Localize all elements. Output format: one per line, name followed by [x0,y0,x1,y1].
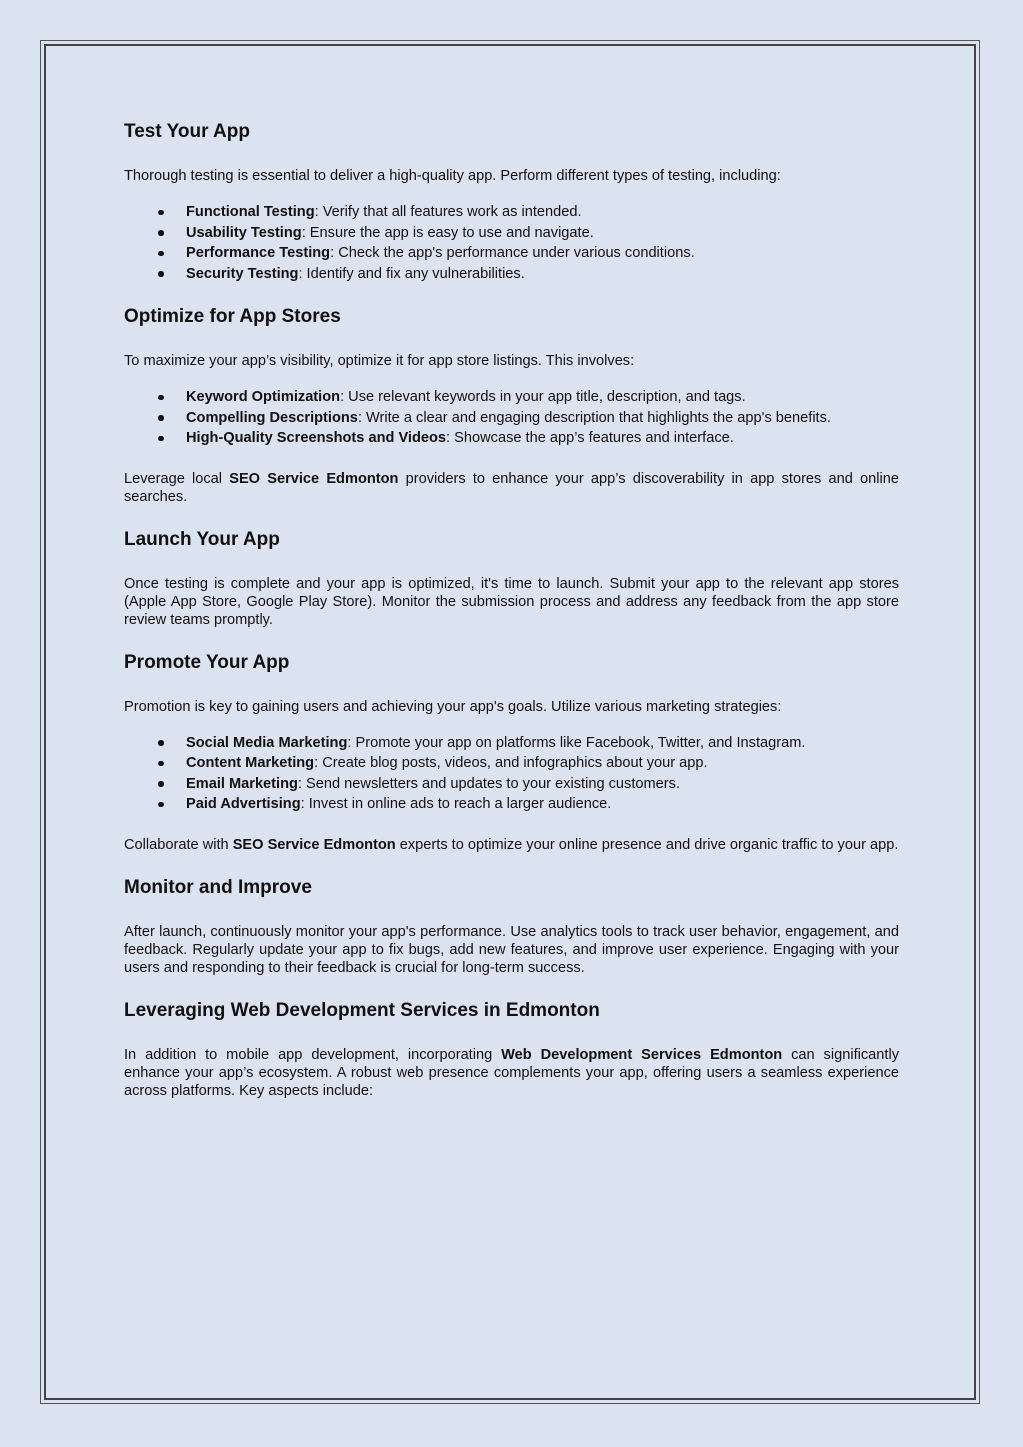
list-item-desc: : Create blog posts, videos, and infographics about your app. [314,755,708,771]
list-item [124,202,899,223]
list-item [124,264,899,285]
test-intro: Thorough testing is essential to deliver a high-quality app. Perform different types of testing, including: [124,168,781,184]
optimize-outro-post: providers to enhance your app’s discoverability in app stores and online searches. [124,470,899,505]
launch-body: Once testing is complete and your app is optimized, it's time to launch. Submit your app to the relevant app stores (Apple App Store, Google Play Store). Monitor the submission process and address any feedback from the app store review teams promptly. [124,575,899,628]
heading-test-your-app: Test Your App [124,121,250,142]
list-item [124,733,899,754]
promote-outro-pre: Collaborate with [124,836,233,853]
list-item-desc: : Check the app's performance under various conditions. [330,245,695,261]
list-item-desc: : Verify that all features work as intended. [314,204,582,220]
list-item-desc: : Showcase the app’s features and interface. [446,430,734,446]
list-item-desc: : Ensure the app is easy to use and navigate. [301,224,594,241]
list-item [124,223,899,244]
heading-promote-your-app: Promote Your App [124,651,290,673]
list-item [124,243,899,264]
list-item-desc: : Write a clear and engaging description that highlights the app's benefits. [357,409,831,426]
optimize-outro [124,470,899,506]
heading-optimize-app-stores: Optimize for App Stores [124,306,341,327]
optimize-outro-bold: SEO Service Edmonton [229,470,399,487]
list-item-term: High-Quality Screenshots and Videos [186,430,447,446]
list-item [124,408,899,429]
web-body-pre: In addition to mobile app development, incorporating [124,1046,502,1063]
list-item-term: Performance Testing [186,245,331,261]
promote-list [124,733,899,815]
list-item-term: Functional Testing [186,204,315,220]
heading-launch-your-app: Launch Your App [124,528,280,550]
list-item-desc: : Promote your app on platforms like Facebook, Twitter, and Instagram. [347,734,806,751]
list-item-term: Email Marketing [186,775,298,792]
list-item-term: Paid Advertising [186,796,301,812]
list-item-term: Compelling Descriptions [186,409,358,426]
list-item [124,387,899,408]
list-item-desc: : Identify and fix any vulnerabilities. [298,265,525,282]
optimize-list [124,387,899,449]
optimize-intro: To maximize your app’s visibility, optimize it for app store listings. This involves: [124,353,635,369]
heading-monitor-improve: Monitor and Improve [124,876,312,898]
promote-outro-post: experts to optimize your online presence and drive organic traffic to your app. [395,836,899,853]
optimize-outro-pre: Leverage local [124,470,230,487]
list-item-desc: : Invest in online ads to reach a larger audience. [300,796,612,812]
promote-outro-bold: SEO Service Edmonton [232,836,396,853]
list-item [124,774,899,795]
promote-intro: Promotion is key to gaining users and achieving your app's goals. Utilize various marketing strategies: [124,698,782,715]
monitor-body: After launch, continuously monitor your app's performance. Use analytics tools to track user behavior, engagement, and feedback. Regularly update your app to fix bugs, add new features, and improve user experience. Engaging with your users and responding to their feedback is crucial for long-term success. [124,923,899,976]
list-item [124,753,899,774]
list-item-term: Social Media Marketing [186,734,348,751]
promote-outro [124,836,899,854]
heading-web-development: Leveraging Web Development Services in Edmonton [124,999,600,1021]
list-item-term: Keyword Optimization [186,389,341,405]
list-item-desc: : Send newsletters and updates to your existing customers. [297,775,680,792]
list-item [124,794,899,815]
testing-list [124,202,899,284]
web-body-post: can significantly enhance your app’s ecosystem. A robust web presence complements your app, offering users a seamless experience across platforms. Key aspects include: [124,1046,899,1099]
list-item-term: Security Testing [186,265,299,282]
web-body-bold: Web Development Services Edmonton [501,1046,783,1063]
document-body [124,120,899,1100]
list-item-term: Content Marketing [186,755,315,771]
list-item-desc: : Use relevant keywords in your app title, description, and tags. [340,389,746,405]
list-item [124,428,899,449]
list-item-term: Usability Testing [186,224,302,241]
web-body [124,1046,899,1100]
